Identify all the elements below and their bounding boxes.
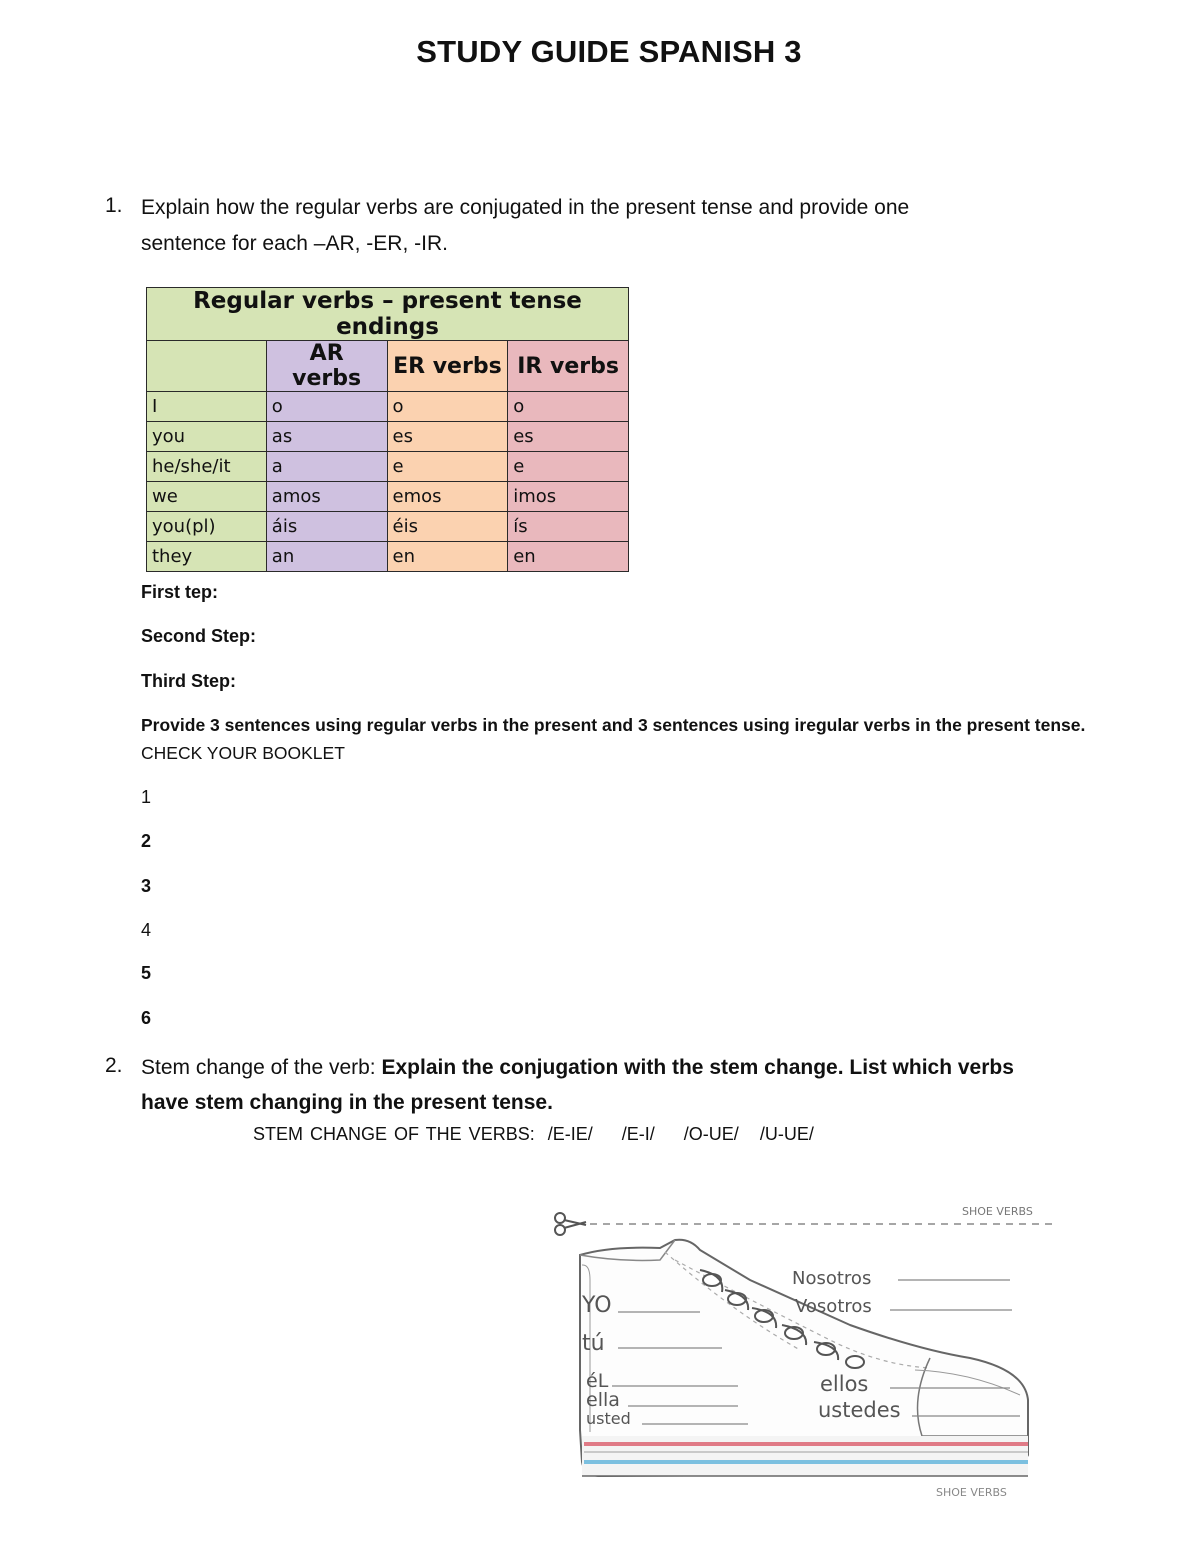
sentence-number: 5 <box>141 963 152 983</box>
sentence-number: 1 <box>141 787 152 807</box>
table-cell: o <box>508 392 629 422</box>
first-step-label: First tep: <box>141 582 219 602</box>
table-cell: you(pl) <box>147 512 267 542</box>
table-header-er: ER verbs <box>387 341 508 392</box>
stem-change-label: STEM CHANGE OF THE VERBS: <box>253 1124 535 1144</box>
table-cell: es <box>387 422 508 452</box>
table-cell: you <box>147 422 267 452</box>
question-1-line-1: Explain how the regular verbs are conjugated in the present tense and provide one <box>141 196 910 219</box>
question-1-text <box>141 190 1141 262</box>
question-2-bold-1: Explain the conjugation with the stem change. List which verbs <box>381 1056 1014 1079</box>
sentence-number: 6 <box>141 1008 152 1028</box>
table-cell: o <box>266 392 387 422</box>
shoe-label-tu: tú <box>582 1331 605 1356</box>
sentence-number: 4 <box>141 920 152 940</box>
question-2-number: 2. <box>105 1054 123 1077</box>
shoe-label-nosotros: Nosotros <box>792 1268 872 1289</box>
table-caption: Regular verbs – present tense endings <box>147 288 629 341</box>
table-header-blank <box>147 341 267 392</box>
regular-verbs-table <box>146 287 629 572</box>
shoe-bottom-text: SHOE VERBS <box>936 1486 1007 1499</box>
table-cell: an <box>266 542 387 572</box>
table-cell: he/she/it <box>147 452 267 482</box>
check-booklet-note: CHECK YOUR BOOKLET <box>141 743 345 763</box>
second-step-label: Second Step: <box>141 626 257 646</box>
shoe-label-ella: ella <box>586 1389 620 1411</box>
table-cell: as <box>266 422 387 452</box>
table-cell: imos <box>508 482 629 512</box>
table-cell: emos <box>387 482 508 512</box>
sentence-number: 2 <box>141 831 152 851</box>
table-cell: ís <box>508 512 629 542</box>
question-2-line-1 <box>141 1050 1161 1086</box>
table-cell: o <box>387 392 508 422</box>
question-2-line-2: have stem changing in the present tense. <box>141 1091 553 1114</box>
sentence-number: 3 <box>141 876 152 896</box>
stem-change-list <box>253 1124 836 1145</box>
table-cell: I <box>147 392 267 422</box>
question-1-number: 1. <box>105 194 123 217</box>
table-cell: a <box>266 452 387 482</box>
table-cell: éis <box>387 512 508 542</box>
shoe-label-ustedes: ustedes <box>818 1398 901 1422</box>
question-2-text <box>141 1050 1161 1121</box>
stem-change-u-ue: /U-UE/ <box>759 1124 814 1144</box>
table-cell: en <box>508 542 629 572</box>
table-cell: amos <box>266 482 387 512</box>
table-cell: e <box>508 452 629 482</box>
provide-instructions: Provide 3 sentences using regular verbs in the present and 3 sentences using iregular verbs in the present tense. <box>141 715 1086 735</box>
shoe-label-yo: YO <box>582 1293 612 1318</box>
third-step-label: Third Step: <box>141 671 236 691</box>
shoe-label-ellos: ellos <box>820 1372 869 1396</box>
shoe-top-text: SHOE VERBS <box>962 1205 1033 1218</box>
table-row <box>147 452 629 482</box>
scissors-icon <box>555 1213 586 1235</box>
stem-change-e-i: /E-I/ <box>621 1124 655 1144</box>
question-2-lead: Stem change of the verb: <box>141 1056 382 1079</box>
table-cell: they <box>147 542 267 572</box>
question-1-line-2: sentence for each –AR, -ER, -IR. <box>141 232 448 255</box>
table-cell: es <box>508 422 629 452</box>
table-header-ar: AR verbs <box>266 341 387 392</box>
shoe-label-vosotros: Vosotros <box>795 1296 872 1317</box>
table-row <box>147 482 629 512</box>
table-row <box>147 422 629 452</box>
table-row <box>147 512 629 542</box>
stem-change-o-ue: /O-UE/ <box>683 1124 739 1144</box>
shoe-verbs-diagram <box>550 1200 1062 1500</box>
table-header-ir: IR verbs <box>508 341 629 392</box>
shoe-label-usted: usted <box>586 1409 631 1428</box>
table-cell: áis <box>266 512 387 542</box>
table-cell: e <box>387 452 508 482</box>
stem-change-e-ie: /E-IE/ <box>547 1124 593 1144</box>
table-row <box>147 542 629 572</box>
table-cell: we <box>147 482 267 512</box>
table-row <box>147 392 629 422</box>
table-cell: en <box>387 542 508 572</box>
shoe-label-el: éL <box>586 1370 609 1392</box>
page-title: STUDY GUIDE SPANISH 3 <box>416 34 802 69</box>
